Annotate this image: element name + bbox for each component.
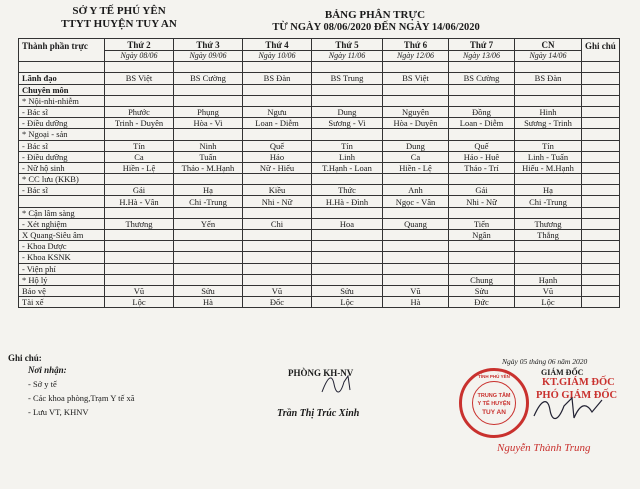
day-header: Thứ 7	[449, 39, 515, 51]
duty-cell	[243, 129, 312, 140]
duty-cell	[243, 252, 312, 263]
duty-cell: Hảo - Huê	[449, 151, 515, 162]
duty-cell: Nhi - Nữ	[243, 196, 312, 207]
director-signature	[528, 392, 608, 426]
day-header: Thứ 5	[312, 39, 383, 51]
duty-cell: Ca	[105, 151, 174, 162]
table-row	[19, 84, 620, 95]
duty-cell: Hoa	[312, 218, 383, 229]
duty-cell: Tiến	[449, 218, 515, 229]
duty-cell: Nữ - Hiếu	[243, 162, 312, 173]
duty-table	[18, 38, 620, 308]
duty-cell	[312, 84, 383, 95]
duty-cell	[449, 62, 515, 73]
date-line: Ngày 05 tháng 06 năm 2020	[502, 357, 588, 366]
deputy-stamp-line-1: KT.GIÁM ĐỐC	[542, 377, 615, 388]
table-row	[19, 285, 620, 296]
duty-cell	[383, 174, 449, 185]
dept-signer: Trần Thị Trúc Xinh	[277, 408, 360, 419]
duty-cell	[243, 230, 312, 241]
page-period: TỪ NGÀY 08/06/2020 ĐẾN NGÀY 14/06/2020	[272, 22, 480, 33]
duty-cell: Thương	[105, 218, 174, 229]
recipient-item: - Lưu VT, KHNV	[28, 407, 89, 417]
stamp-bottom-text: TUY AN	[482, 409, 506, 416]
duty-cell: Ninh	[174, 140, 243, 151]
duty-cell: BS Việt	[383, 73, 449, 84]
notes-cell	[582, 118, 620, 129]
table-header-row	[19, 39, 620, 51]
notes-cell	[582, 230, 620, 241]
duty-cell: BS Cường	[174, 73, 243, 84]
row-label	[19, 62, 105, 73]
duty-cell	[515, 84, 582, 95]
row-label: - Xét nghiệm	[19, 218, 105, 229]
duty-cell: Sửu	[174, 285, 243, 296]
duty-cell	[243, 174, 312, 185]
row-label: * Ngoại - sản	[19, 129, 105, 140]
table-row	[19, 207, 620, 218]
row-label	[19, 196, 105, 207]
duty-cell: Tín	[105, 140, 174, 151]
duty-cell	[243, 274, 312, 285]
duty-cell	[174, 274, 243, 285]
duty-cell: Quang	[383, 218, 449, 229]
row-label: - Bác sĩ	[19, 140, 105, 151]
duty-cell: Lộc	[312, 297, 383, 308]
duty-cell	[449, 241, 515, 252]
duty-cell	[174, 62, 243, 73]
row-label: X Quang-Siêu âm	[19, 230, 105, 241]
duty-cell	[105, 62, 174, 73]
duty-cell	[243, 62, 312, 73]
day-header: Thứ 3	[174, 39, 243, 51]
dept-title: PHÒNG KH-NV	[288, 368, 354, 378]
duty-cell: Thảo - M.Hạnh	[174, 162, 243, 173]
duty-cell	[105, 263, 174, 274]
duty-cell: Yến	[174, 218, 243, 229]
date-header: Ngày 10/06	[243, 51, 312, 62]
duty-cell: Hà	[174, 297, 243, 308]
duty-cell	[312, 207, 383, 218]
duty-cell	[383, 274, 449, 285]
duty-cell: BS Việt	[105, 73, 174, 84]
duty-cell: Hảo	[243, 151, 312, 162]
table-row	[19, 185, 620, 196]
table-row	[19, 140, 620, 151]
duty-cell: Tuấn	[174, 151, 243, 162]
duty-cell: Đức	[449, 297, 515, 308]
table-row	[19, 218, 620, 229]
duty-cell	[515, 62, 582, 73]
duty-cell: Lộc	[105, 297, 174, 308]
duty-cell: Hạ	[174, 185, 243, 196]
duty-cell: Tín	[515, 140, 582, 151]
notes-cell	[582, 196, 620, 207]
duty-cell	[174, 207, 243, 218]
duty-cell: Đồng	[449, 106, 515, 117]
table-row	[19, 162, 620, 173]
date-header: Ngày 11/06	[312, 51, 383, 62]
duty-cell: Hiền - Lệ	[105, 162, 174, 173]
duty-cell	[383, 207, 449, 218]
table-row	[19, 230, 620, 241]
duty-cell: Chung	[449, 274, 515, 285]
duty-cell	[383, 84, 449, 95]
notes-cell	[582, 218, 620, 229]
duty-cell: Gái	[449, 185, 515, 196]
duty-cell: Thức	[312, 185, 383, 196]
duty-cell	[515, 95, 582, 106]
duty-cell	[449, 252, 515, 263]
duty-cell	[174, 263, 243, 274]
duty-cell: Vũ	[243, 285, 312, 296]
day-header: Thứ 2	[105, 39, 174, 51]
duty-cell: Hinh	[515, 106, 582, 117]
duty-cell: Dung	[312, 106, 383, 117]
notes-cell	[582, 95, 620, 106]
duty-cell	[383, 129, 449, 140]
duty-cell	[383, 95, 449, 106]
duty-cell: Chi -Trung	[515, 196, 582, 207]
official-stamp	[459, 368, 529, 438]
row-label: Tài xế	[19, 297, 105, 308]
duty-cell	[449, 84, 515, 95]
duty-cell: Sương - Vi	[312, 118, 383, 129]
duty-cell: Thảo - Trí	[449, 162, 515, 173]
org-line-1: SỞ Y TẾ PHÚ YÊN	[72, 5, 166, 17]
duty-cell	[243, 263, 312, 274]
duty-cell	[174, 252, 243, 263]
stamp-top-text: TRUNG TÂM	[477, 393, 511, 399]
notes-cell	[582, 106, 620, 117]
duty-cell	[449, 95, 515, 106]
notes-cell	[582, 84, 620, 95]
duty-cell: Nguyên	[383, 106, 449, 117]
duty-cell: Hiếu - M.Hạnh	[515, 162, 582, 173]
notes-cell	[582, 207, 620, 218]
duty-cell	[515, 252, 582, 263]
table-row	[19, 241, 620, 252]
duty-cell	[174, 174, 243, 185]
notes-cell	[582, 162, 620, 173]
duty-cell: Hạnh	[515, 274, 582, 285]
date-header: Ngày 14/06	[515, 51, 582, 62]
deputy-stamp-line-2: PHÓ GIÁM ĐỐC	[536, 390, 618, 401]
notes-cell	[582, 263, 620, 274]
duty-cell	[105, 174, 174, 185]
duty-cell	[312, 252, 383, 263]
recipients-label: Nơi nhận:	[28, 365, 67, 375]
notes-cell	[582, 285, 620, 296]
table-row	[19, 297, 620, 308]
duty-cell: Loan - Diễm	[449, 118, 515, 129]
duty-cell: Linh - Tuấn	[515, 151, 582, 162]
duty-cell	[312, 174, 383, 185]
duty-cell: Chi	[243, 218, 312, 229]
duty-cell	[105, 129, 174, 140]
date-header: Ngày 13/06	[449, 51, 515, 62]
duty-cell: Chi -Trung	[174, 196, 243, 207]
recipient-item: - Sở y tế	[28, 379, 57, 389]
table-row	[19, 95, 620, 106]
table-row	[19, 252, 620, 263]
duty-cell: Lộc	[515, 297, 582, 308]
duty-cell: Nhi - Nữ	[449, 196, 515, 207]
row-label: - Điều dưỡng	[19, 118, 105, 129]
duty-cell	[383, 62, 449, 73]
duty-cell	[312, 263, 383, 274]
duty-cell	[105, 230, 174, 241]
duty-cell: Hà	[383, 297, 449, 308]
duty-cell	[383, 230, 449, 241]
duty-cell: Tín	[312, 140, 383, 151]
duty-cell: Thắng	[515, 230, 582, 241]
stamp-side-text: TỈNH PHÚ YÊN	[478, 374, 510, 379]
duty-cell: BS Đàn	[243, 73, 312, 84]
duty-cell: Gái	[105, 185, 174, 196]
recipient-item: - Các khoa phòng,Trạm Y tế xã	[28, 393, 135, 403]
row-label: * Cận lâm sàng	[19, 207, 105, 218]
row-label: - Khoa Dược	[19, 241, 105, 252]
duty-cell	[312, 274, 383, 285]
duty-cell: Anh	[383, 185, 449, 196]
duty-cell	[174, 95, 243, 106]
table-row	[19, 174, 620, 185]
org-line-2: TTYT HUYỆN TUY AN	[61, 18, 177, 30]
table-row	[19, 73, 620, 84]
duty-cell	[243, 95, 312, 106]
duty-cell: Hạ	[515, 185, 582, 196]
duty-cell	[243, 84, 312, 95]
duty-cell: Ngân	[449, 230, 515, 241]
corner-label: Thành phần trực	[19, 39, 105, 62]
notes-label: Ghi chú:	[8, 353, 42, 363]
row-label: Bảo vệ	[19, 285, 105, 296]
duty-cell	[449, 263, 515, 274]
duty-cell: BS Trung	[312, 73, 383, 84]
duty-cell: Quế	[243, 140, 312, 151]
duty-cell: Phước	[105, 106, 174, 117]
dept-signature	[318, 370, 358, 398]
duty-cell	[515, 263, 582, 274]
row-label: Chuyên môn	[19, 84, 105, 95]
duty-cell	[174, 230, 243, 241]
duty-cell	[449, 129, 515, 140]
table-date-row	[19, 51, 620, 62]
day-header: Thứ 4	[243, 39, 312, 51]
duty-cell	[243, 207, 312, 218]
duty-cell	[174, 241, 243, 252]
table-row	[19, 263, 620, 274]
duty-cell: Ngưu	[243, 106, 312, 117]
duty-cell: Hiền - Lệ	[383, 162, 449, 173]
duty-cell: BS Đàn	[515, 73, 582, 84]
row-label: * Hộ lý	[19, 274, 105, 285]
notes-cell	[582, 297, 620, 308]
duty-cell: BS Cường	[449, 73, 515, 84]
table-row	[19, 274, 620, 285]
duty-cell: Hòa - Duyên	[383, 118, 449, 129]
duty-cell	[515, 129, 582, 140]
notes-cell	[582, 185, 620, 196]
row-label: - Nữ hộ sinh	[19, 162, 105, 173]
duty-cell: Thương	[515, 218, 582, 229]
duty-cell: Sửu	[312, 285, 383, 296]
row-label: * CC lưu (KKB)	[19, 174, 105, 185]
duty-cell: Loan - Diễm	[243, 118, 312, 129]
duty-cell	[312, 95, 383, 106]
duty-cell	[515, 174, 582, 185]
table-row	[19, 62, 620, 73]
duty-cell	[105, 241, 174, 252]
duty-cell: Phụng	[174, 106, 243, 117]
director-signer: Nguyễn Thành Trung	[497, 442, 591, 454]
duty-cell: Linh	[312, 151, 383, 162]
duty-cell	[449, 207, 515, 218]
director-title: GIÁM ĐỐC	[541, 368, 584, 377]
duty-cell: Vũ	[383, 285, 449, 296]
duty-cell	[312, 62, 383, 73]
duty-cell: Đốc	[243, 297, 312, 308]
table-row	[19, 118, 620, 129]
duty-cell: H.Hà - Vân	[105, 196, 174, 207]
row-label: - Điều dưỡng	[19, 151, 105, 162]
duty-cell: Trinh - Duyên	[105, 118, 174, 129]
duty-cell	[105, 252, 174, 263]
day-header: CN	[515, 39, 582, 51]
duty-cell: H.Hà - Đình	[312, 196, 383, 207]
duty-cell: Sương - Trinh	[515, 118, 582, 129]
notes-cell	[582, 129, 620, 140]
duty-cell: Ca	[383, 151, 449, 162]
duty-cell	[174, 129, 243, 140]
page-title: BẢNG PHÂN TRỰC	[324, 9, 426, 21]
duty-cell	[105, 84, 174, 95]
date-header: Ngày 12/06	[383, 51, 449, 62]
duty-cell	[383, 241, 449, 252]
notes-cell	[582, 274, 620, 285]
duty-cell	[449, 174, 515, 185]
date-header: Ngày 08/06	[105, 51, 174, 62]
stamp-mid-text: Y TẾ HUYỆN	[477, 401, 511, 407]
notes-cell	[582, 252, 620, 263]
date-header: Ngày 09/06	[174, 51, 243, 62]
duty-cell	[312, 230, 383, 241]
table-row	[19, 196, 620, 207]
table-row	[19, 129, 620, 140]
duty-cell	[515, 241, 582, 252]
duty-cell: Hòa - Vi	[174, 118, 243, 129]
duty-cell: Ngọc - Vân	[383, 196, 449, 207]
duty-cell: Vũ	[515, 285, 582, 296]
notes-cell	[582, 174, 620, 185]
duty-cell	[105, 274, 174, 285]
duty-cell: Sửu	[449, 285, 515, 296]
duty-cell	[515, 207, 582, 218]
duty-cell: Vũ	[105, 285, 174, 296]
duty-cell	[174, 84, 243, 95]
notes-cell	[582, 241, 620, 252]
duty-cell	[105, 95, 174, 106]
notes-cell	[582, 62, 620, 73]
row-label: - Bác sĩ	[19, 106, 105, 117]
table-row	[19, 106, 620, 117]
duty-cell	[312, 241, 383, 252]
row-label: - Khoa KSNK	[19, 252, 105, 263]
duty-cell: Quế	[449, 140, 515, 151]
notes-cell	[582, 140, 620, 151]
duty-cell	[243, 241, 312, 252]
duty-cell	[312, 129, 383, 140]
notes-cell	[582, 73, 620, 84]
notes-header: Ghi chú	[582, 39, 620, 62]
duty-cell	[383, 252, 449, 263]
table-row	[19, 151, 620, 162]
row-label: - Viện phí	[19, 263, 105, 274]
row-label: * Nội-nhi-nhiễm	[19, 95, 105, 106]
row-label: - Bác sĩ	[19, 185, 105, 196]
duty-cell	[383, 263, 449, 274]
duty-cell	[105, 207, 174, 218]
notes-cell	[582, 151, 620, 162]
duty-cell: T.Hạnh - Loan	[312, 162, 383, 173]
duty-cell: Dung	[383, 140, 449, 151]
day-header: Thứ 6	[383, 39, 449, 51]
row-label: Lãnh đạo	[19, 73, 105, 84]
duty-cell: Kiều	[243, 185, 312, 196]
